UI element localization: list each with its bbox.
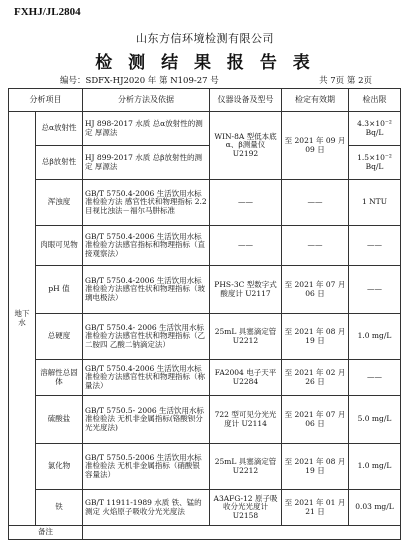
limit-cell: —— [349, 266, 401, 314]
method-cell: GB/T 5750.4-2006 生活饮用水标准检验方法感官性状和物理指标（称量法） [83, 360, 210, 396]
table-row [9, 266, 401, 314]
item-cell: 溶解性总固体 [36, 360, 83, 396]
validity-cell: 至 2021 年 01 月 21 日 [282, 490, 349, 526]
table-row [9, 360, 401, 396]
instrument-cell: 25mL 具塞滴定管 U2212 [210, 314, 282, 360]
table-row [9, 396, 401, 444]
table-row [9, 314, 401, 360]
limit-cell: —— [349, 226, 401, 266]
table-row [9, 180, 401, 226]
instrument-cell: 25mL 具塞滴定管 U2212 [210, 444, 282, 490]
instrument-cell: 722 型可见分光光度计 U2114 [210, 396, 282, 444]
table-row [9, 226, 401, 266]
method-cell: GB/T 5750.4-2006 生活饮用水标准检验方法 感官性状和物理指标 2.2 目视比浊法－福尔马肼标准 [83, 180, 210, 226]
validity-cell: 至 2021 年 07 月 06 日 [282, 266, 349, 314]
company-name: 山东方信环境检测有限公司 [136, 32, 274, 45]
table-row [9, 112, 401, 146]
remarks-row [9, 526, 401, 540]
item-cell: 浑浊度 [36, 180, 83, 226]
report-number: 编号：SDFX-HJ2020 年 第 N109-27 号 [60, 76, 219, 86]
page-info: 共 7页 第 2页 [319, 76, 372, 86]
report-title: 检 测 结 果 报 告 表 [95, 53, 315, 73]
results-table [8, 88, 401, 540]
validity-cell: 至 2021 年 02 月 26 日 [282, 360, 349, 396]
instrument-cell: —— [210, 180, 282, 226]
header-instrument: 仪器设备及型号 [210, 89, 282, 112]
remarks-label: 备注 [9, 526, 83, 540]
item-cell: 总α放射性 [36, 112, 83, 146]
item-cell: 肉眼可见物 [36, 226, 83, 266]
method-cell: GB/T 5750.4- 2006 生活饮用水标准检验方法感官性状和物理指标（乙二胺四 乙酸二钠滴定法） [83, 314, 210, 360]
limit-cell: —— [349, 360, 401, 396]
limit-cell: 5.0 mg/L [349, 396, 401, 444]
method-cell: GB/T 5750.5- 2006 生活饮用水标准检验法 无机非金属指标(铬酸钡分光光度法) [83, 396, 210, 444]
category-cell: 地下水 [9, 112, 36, 526]
limit-cell: 0.03 mg/L [349, 490, 401, 526]
header-method: 分析方法及依据 [83, 89, 210, 112]
instrument-cell: A3AFG-12 原子吸收分光光度计 U2158 [210, 490, 282, 526]
item-cell: 硫酸盐 [36, 396, 83, 444]
header-item: 分析项目 [9, 89, 83, 112]
report-meta [60, 74, 372, 88]
remarks-content [83, 526, 401, 540]
method-cell: GB/T 5750.4-2006 生活饮用水标准检验方法感官性状和物理指标（玻璃电极法） [83, 266, 210, 314]
table-row [9, 444, 401, 490]
instrument-cell: —— [210, 226, 282, 266]
header-validity: 检定有效期 [282, 89, 349, 112]
method-cell: GB/T 5750.4-2006 生活饮用水标准检验方法感官指标和物理指标（直接观察法） [83, 226, 210, 266]
validity-cell: 至 2021 年 09 月 09 日 [282, 112, 349, 180]
item-cell: 铁 [36, 490, 83, 526]
instrument-cell: PHS-3C 型数字式酸度计 U2117 [210, 266, 282, 314]
limit-cell: 1.5×10⁻² Bq/L [349, 146, 401, 180]
limit-cell: 1.0 mg/L [349, 314, 401, 360]
limit-cell: 1.0 mg/L [349, 444, 401, 490]
item-cell: pH 值 [36, 266, 83, 314]
table-row [9, 490, 401, 526]
validity-cell: —— [282, 226, 349, 266]
instrument-cell: FA2004 电子天平 U2284 [210, 360, 282, 396]
item-cell: 氯化物 [36, 444, 83, 490]
item-cell: 总硬度 [36, 314, 83, 360]
header-limit: 检出限 [349, 89, 401, 112]
item-cell: 总β放射性 [36, 146, 83, 180]
validity-cell: 至 2021 年 08 月 19 日 [282, 444, 349, 490]
method-cell: GB/T 11911-1989 水质 铁、锰的测定 火焰原子吸收分光光度法 [83, 490, 210, 526]
validity-cell: 至 2021 年 07 月 06 日 [282, 396, 349, 444]
method-cell: HJ 898-2017 水质 总α放射性的测定 厚源法 [83, 112, 210, 146]
validity-cell: 至 2021 年 08 月 19 日 [282, 314, 349, 360]
method-cell: HJ 899-2017 水质 总β放射性的测定 厚源法 [83, 146, 210, 180]
limit-cell: 4.3×10⁻² Bq/L [349, 112, 401, 146]
method-cell: GB/T 5750.5-2006 生活饮用水标准检验法 无机非金属指标（硝酸银容量法） [83, 444, 210, 490]
table-header-row [9, 89, 401, 112]
instrument-cell: WIN-8A 型低本底α、β测量仪 U2192 [210, 112, 282, 180]
document-code: FXHJ/JL2804 [14, 6, 81, 18]
limit-cell: 1 NTU [349, 180, 401, 226]
validity-cell: —— [282, 180, 349, 226]
